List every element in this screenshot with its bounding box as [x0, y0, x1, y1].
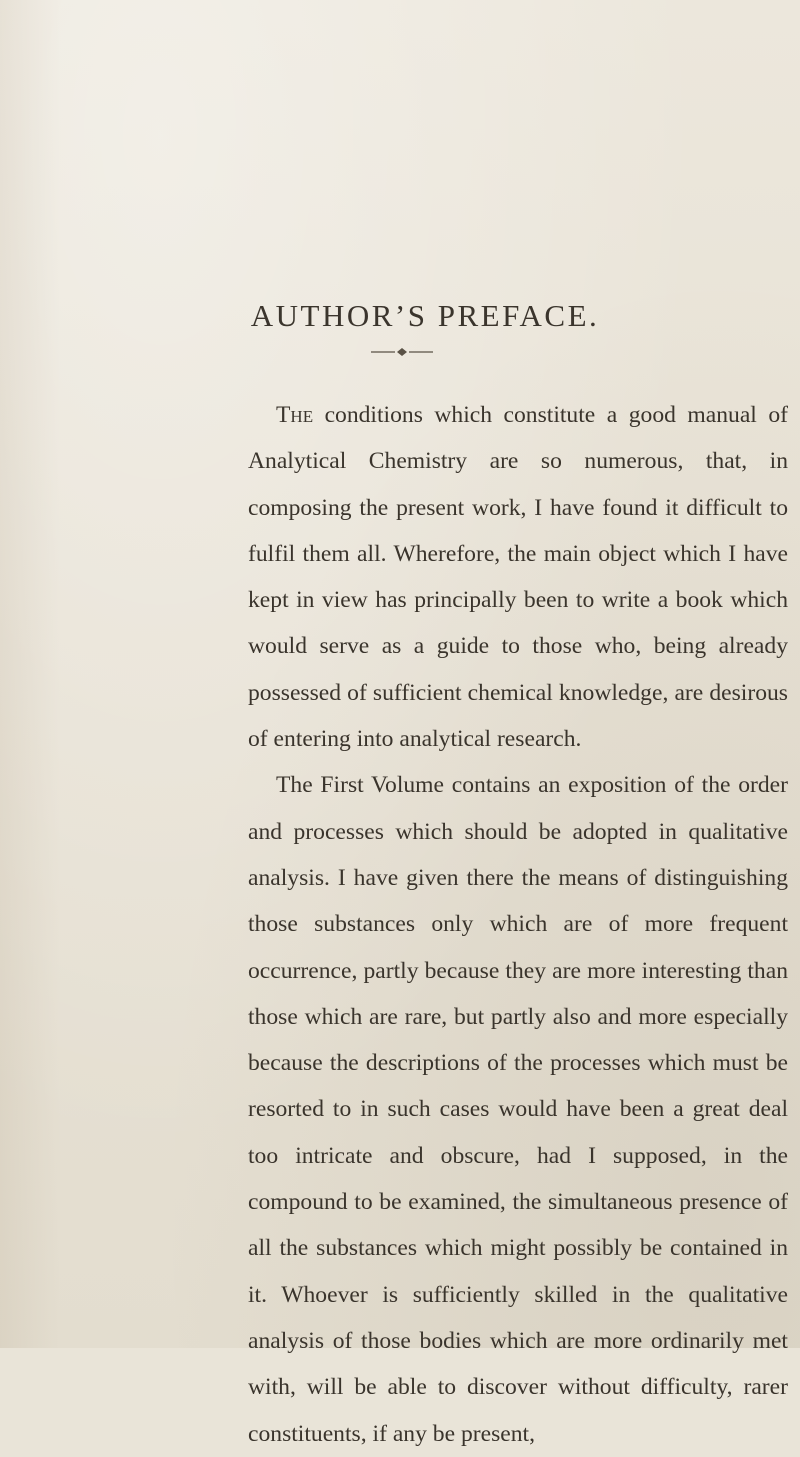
paragraph-1-text: conditions which constitute a good manual of Analytical Chemistry are so numerous, that, in composing the present work, I have found it difficult to fulfil them all. Wherefore, the main object which I have kept in view has principally been to write a book which would serve as a guide to those who, being already possessed of sufficient chemical knowledge, are desirous of entering into analytical research. — [248, 402, 788, 753]
paragraph-2 — [248, 762, 788, 1456]
paragraph-1 — [248, 392, 788, 762]
title-ornament-icon — [367, 347, 437, 357]
page-title: AUTHOR’S PREFACE. — [250, 298, 600, 333]
paragraph-1-lead: The — [276, 402, 314, 428]
preface-body — [248, 392, 788, 1457]
paragraph-2-text: The First Volume contains an exposition of the order and processes which should be adopted in qualitative analysis. I have given there the means of distinguishing those substances only which are of more frequent occurrence, partly because they are more interesting than those which are rare, but partly also and more especially because the descriptions of the processes which must be resorted to in such cases would have been a great deal too intricate and obscure, had I supposed, in the compound to be examined, the simultaneous presence of all the substances which might possibly be contained in it. Whoever is sufficiently skilled in the qualitative analysis of those bodies which are more ordinarily met with, will be able to discover without difficulty, rarer constituents, if any be present, — [248, 772, 788, 1447]
page-edge-shadow — [0, 0, 60, 1348]
